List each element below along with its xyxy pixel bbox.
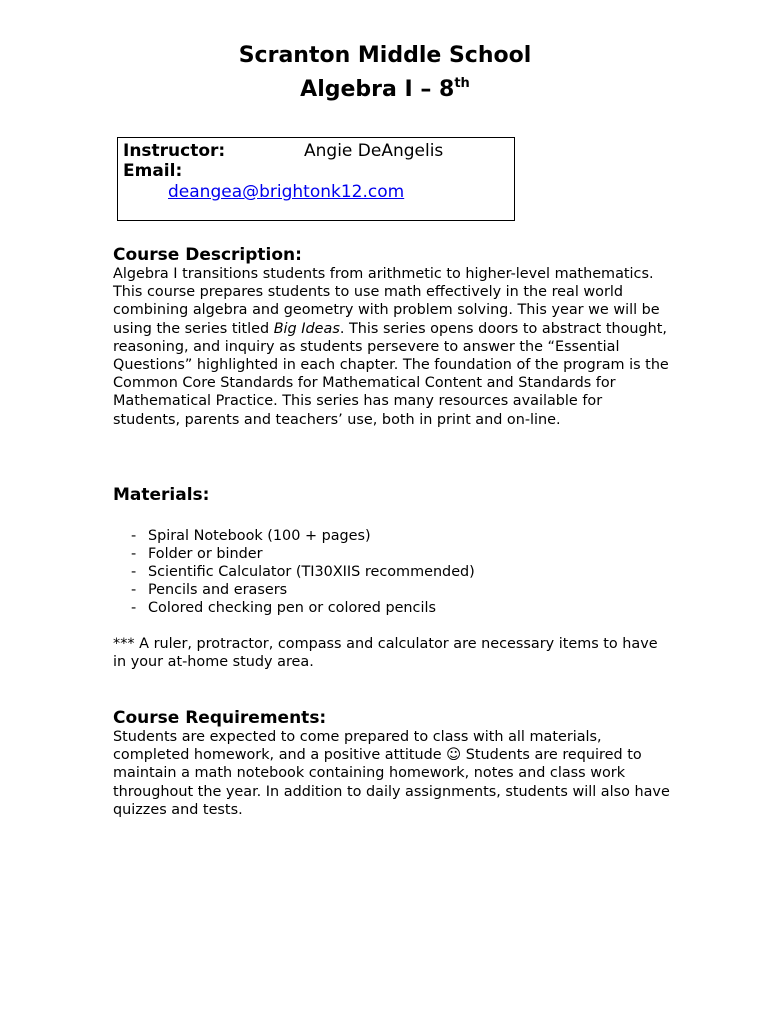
list-item: - Folder or binder <box>131 546 263 563</box>
course-title <box>0 70 770 104</box>
material-item-label: Scientific Calculator (TI30XIIS recommended) <box>148 564 475 581</box>
description-text-part2: . This series opens doors to abstract thought, reasoning, and inquiry as students persevere to answer the “Essential Questions” highlighted in each chapter. The foundation of the program is the Common Core Standards for Mathematical Content and Standards for Mathematical Practice. This series has many resources available for students, parents and teachers’ use, both in print and on-line. <box>113 320 669 428</box>
description-text-part1: Algebra I transitions students from arithmetic to higher-level mathematics. This course prepares students to use math effectively in the real world combining algebra and geometry with problem solving. This year we will be using the series titled <box>113 266 660 337</box>
materials-note: *** A ruler, protractor, compass and calculator are necessary items to have in your at-home study area. <box>113 636 658 671</box>
school-title: Scranton Middle School <box>238 43 532 68</box>
instructor-label: Instructor: <box>123 141 226 161</box>
course-description-text <box>113 265 673 429</box>
list-item: - Colored checking pen or colored pencils <box>131 600 436 617</box>
material-item-label: Pencils and erasers <box>148 582 288 599</box>
course-requirements-text: Students are expected to come prepared to class with all materials, completed homework, and a positive attitude ☺ Students are required to maintain a math notebook containing homework, notes and class work throughout the year. In addition to daily assignments, students will also have quizzes and tests. <box>113 729 670 818</box>
materials-list <box>131 527 475 617</box>
email-link[interactable]: deangea@brightonk12.com <box>168 182 405 202</box>
contact-box <box>117 137 515 221</box>
list-item: - Scientific Calculator (TI30XIIS recommended) <box>131 564 475 581</box>
materials-heading: Materials: <box>113 485 210 505</box>
material-item-label: Folder or binder <box>148 546 263 563</box>
list-item: - Spiral Notebook (100 + pages) <box>131 528 371 544</box>
course-requirements-heading: Course Requirements: <box>113 708 327 728</box>
material-item-label: Spiral Notebook (100 + pages) <box>148 528 371 544</box>
material-item-label: Colored checking pen or colored pencils <box>148 600 436 617</box>
instructor-name: Angie DeAngelis <box>304 141 444 161</box>
course-description-heading: Course Description: <box>113 245 302 265</box>
email-label: Email: <box>123 161 183 181</box>
list-item: - Pencils and erasers <box>131 582 288 599</box>
series-title: Big Ideas <box>273 320 340 337</box>
course-name: Algebra I – 8 <box>300 77 455 102</box>
course-grade-suffix: th <box>454 76 470 91</box>
